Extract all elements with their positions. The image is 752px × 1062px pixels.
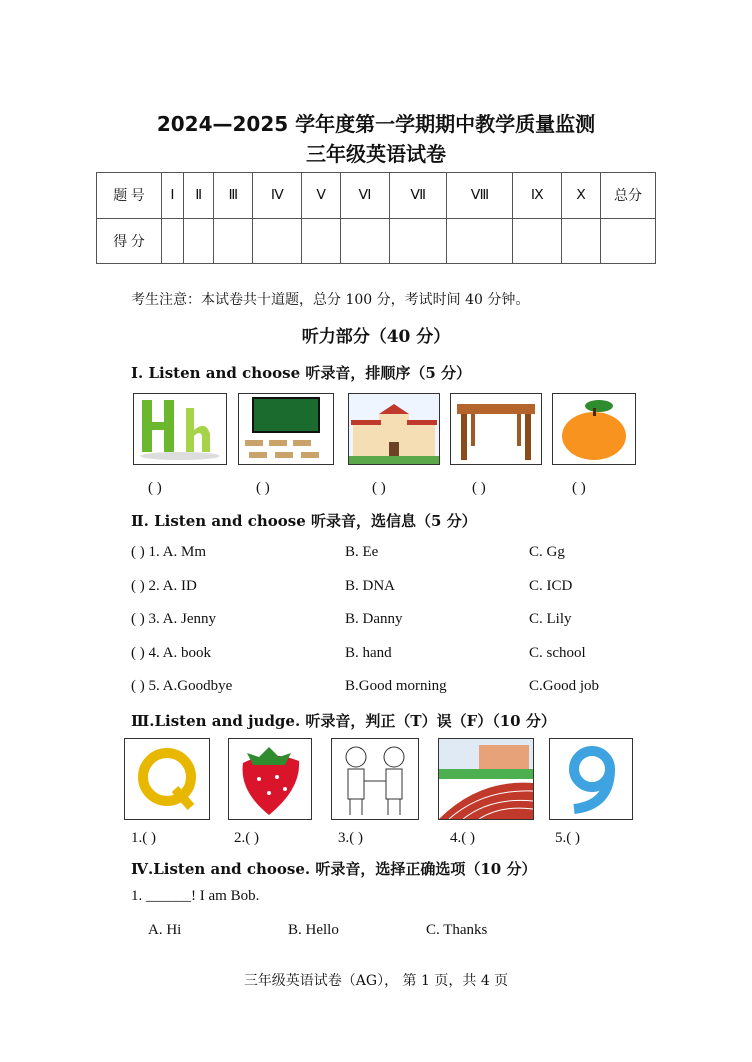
orange-picture — [552, 393, 636, 465]
row-label: 题 号 — [97, 173, 162, 219]
q4-question-1: 1. ______! I am Bob. — [131, 888, 260, 904]
q2-heading: Ⅱ. Listen and choose 听录音，选信息（5 分） — [131, 512, 477, 530]
score-cell[interactable] — [162, 218, 184, 264]
exam-title: 2024—2025 学年度第一学期期中教学质量监测 — [156, 112, 596, 136]
score-cell[interactable] — [253, 218, 302, 264]
q2-item-4[interactable]: ( ) 4. A. book — [131, 645, 211, 661]
score-cell[interactable] — [183, 218, 213, 264]
score-cell[interactable] — [601, 218, 656, 264]
q1-heading: Ⅰ. Listen and choose 听录音，排顺序（5 分） — [131, 364, 472, 382]
col-5: Ⅴ — [302, 173, 341, 219]
col-3: Ⅲ — [214, 173, 253, 219]
q2-option-c: C. ICD — [529, 578, 573, 594]
q4-heading: Ⅳ.Listen and choose. 听录音，选择正确选项（10 分） — [131, 860, 537, 878]
handshake-picture — [331, 738, 419, 820]
classroom-picture — [238, 393, 334, 465]
page-footer: 三年级英语试卷（AG）， 第 1 页，共 4 页 — [243, 973, 509, 989]
score-row — [97, 218, 656, 264]
score-cell[interactable] — [513, 218, 562, 264]
desk-picture — [450, 393, 542, 465]
q2-option-c: C. Gg — [529, 544, 565, 560]
q3-answer-4[interactable]: 4.( ) — [450, 830, 475, 846]
q2-option-c: C.Good job — [529, 678, 600, 694]
number-9-picture — [549, 738, 633, 820]
q1-blank-5[interactable]: ( ) — [572, 480, 586, 496]
score-cell[interactable] — [214, 218, 253, 264]
col-9: Ⅸ — [513, 173, 562, 219]
q4-option-c[interactable]: C. Thanks — [426, 922, 488, 938]
q2-item-1[interactable]: ( ) 1. A. Mm — [131, 544, 206, 560]
q2-option-b: B. Danny — [345, 611, 403, 627]
q1-blank-4[interactable]: ( ) — [472, 480, 486, 496]
q2-option-c: C. Lily — [529, 611, 572, 627]
playground-picture — [438, 738, 534, 820]
q2-option-b: B. hand — [345, 645, 392, 661]
q2-option-b: B. Ee — [345, 544, 379, 560]
q2-item-3[interactable]: ( ) 3. A. Jenny — [131, 611, 216, 627]
row-label: 得 分 — [97, 218, 162, 264]
exam-notice: 考生注意：本试卷共十道题，总分 100 分，考试时间 40 分钟。 — [131, 292, 530, 308]
q1-blank-2[interactable]: ( ) — [256, 480, 270, 496]
col-1: Ⅰ — [162, 173, 184, 219]
letter-h-picture — [133, 393, 227, 465]
score-cell[interactable] — [302, 218, 341, 264]
q2-option-b: B.Good morning — [345, 678, 447, 694]
score-cell[interactable] — [389, 218, 446, 264]
strawberry-picture — [228, 738, 312, 820]
q2-option-c: C. school — [529, 645, 586, 661]
question-number-row — [97, 173, 656, 219]
col-4: Ⅳ — [253, 173, 302, 219]
col-10: Ⅹ — [562, 173, 601, 219]
q2-option-b: B. DNA — [345, 578, 396, 594]
school-picture — [348, 393, 440, 465]
col-8: Ⅷ — [447, 173, 513, 219]
col-6: Ⅵ — [341, 173, 390, 219]
col-total: 总分 — [601, 173, 656, 219]
q1-blank-3[interactable]: ( ) — [372, 480, 386, 496]
score-table — [96, 172, 656, 264]
q4-option-a[interactable]: A. Hi — [148, 922, 182, 938]
q3-answer-5[interactable]: 5.( ) — [555, 830, 580, 846]
listening-section-title: 听力部分（40 分） — [301, 327, 451, 347]
q2-item-5[interactable]: ( ) 5. A.Goodbye — [131, 678, 233, 694]
q2-item-2[interactable]: ( ) 2. A. ID — [131, 578, 197, 594]
col-7: Ⅶ — [389, 173, 446, 219]
q3-heading: Ⅲ.Listen and judge. 听录音，判正（T）误（F）（10 分） — [131, 712, 556, 730]
score-cell[interactable] — [447, 218, 513, 264]
letter-q-picture — [124, 738, 210, 820]
q1-blank-1[interactable]: ( ) — [148, 480, 162, 496]
col-2: Ⅱ — [183, 173, 213, 219]
q3-answer-1[interactable]: 1.( ) — [131, 830, 156, 846]
exam-subtitle: 三年级英语试卷 — [306, 142, 446, 166]
q3-answer-3[interactable]: 3.( ) — [338, 830, 363, 846]
q3-answer-2[interactable]: 2.( ) — [234, 830, 259, 846]
score-cell[interactable] — [562, 218, 601, 264]
q4-option-b[interactable]: B. Hello — [288, 922, 339, 938]
score-cell[interactable] — [341, 218, 390, 264]
